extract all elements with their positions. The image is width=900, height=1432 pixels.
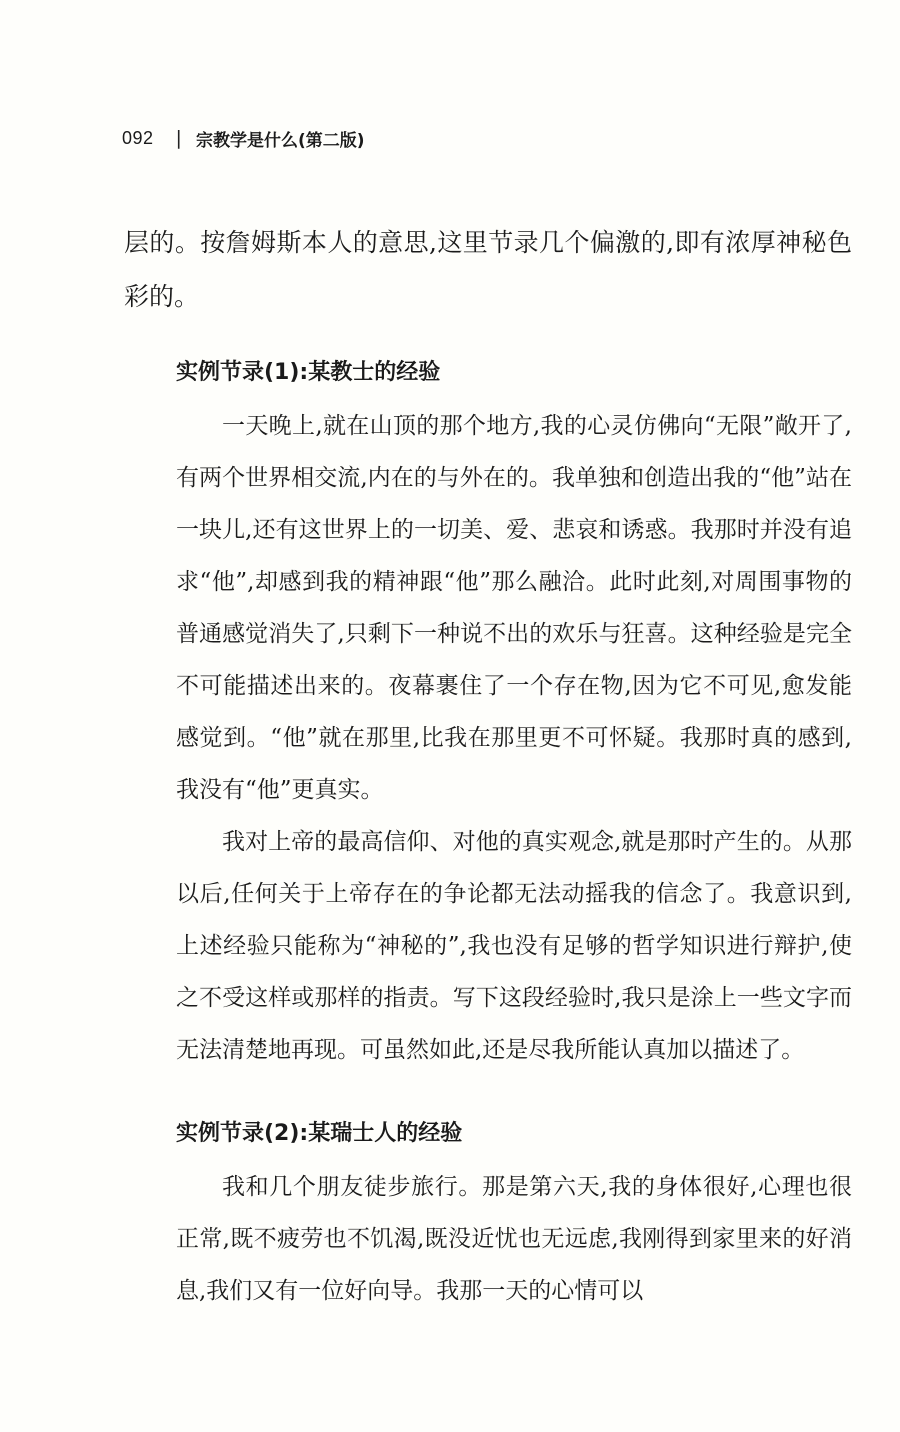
intro-paragraph: 层的。按詹姆斯本人的意思,这里节录几个偏激的,即有浓厚神秘色彩的。 — [124, 228, 852, 311]
section2-body — [176, 1161, 852, 1317]
section2-heading: 实例节录(2):某瑞士人的经验 — [176, 1121, 463, 1146]
section2-paragraph-1: 我和几个朋友徒步旅行。那是第六天,我的身体很好,心理也很正常,既不疲劳也不饥渴,既没近忧也无远虑,我刚得到家里来的好消息,我们又有一位好向导。我那一天的心情可以 — [176, 1174, 852, 1304]
running-header — [122, 123, 365, 153]
page-number: 092 — [122, 127, 154, 148]
section1-body — [176, 400, 852, 1076]
section1-heading: 实例节录(1):某教士的经验 — [176, 360, 441, 385]
header-separator: | — [175, 127, 182, 149]
section1-paragraph-1: 一天晚上,就在山顶的那个地方,我的心灵仿佛向“无限”敞开了,有两个世界相交流,内在的与外在的。我单独和创造出我的“他”站在一块儿,还有这世界上的一切美、爱、悲哀和诱惑。我那时并没有追求“他”,却感到我的精神跟“他”那么融洽。此时此刻,对周围事物的普通感觉消失了,只剩下一种说不出的欢乐与狂喜。这种经验是完全不可能描述出来的。夜幕裹住了一个存在物,因为它不可见,愈发能感觉到。“他”就在那里,比我在那里更不可怀疑。我那时真的感到,我没有“他”更真实。 — [176, 413, 852, 803]
book-title: 宗教学是什么(第二版) — [195, 130, 365, 151]
section1-paragraph-2: 我对上帝的最高信仰、对他的真实观念,就是那时产生的。从那以后,任何关于上帝存在的争论都无法动摇我的信念了。我意识到,上述经验只能称为“神秘的”,我也没有足够的哲学知识进行辩护,使之不受这样或那样的指责。写下这段经验时,我只是涂上一些文字而无法清楚地再现。可虽然如此,还是尽我所能认真加以描述了。 — [176, 829, 852, 1063]
